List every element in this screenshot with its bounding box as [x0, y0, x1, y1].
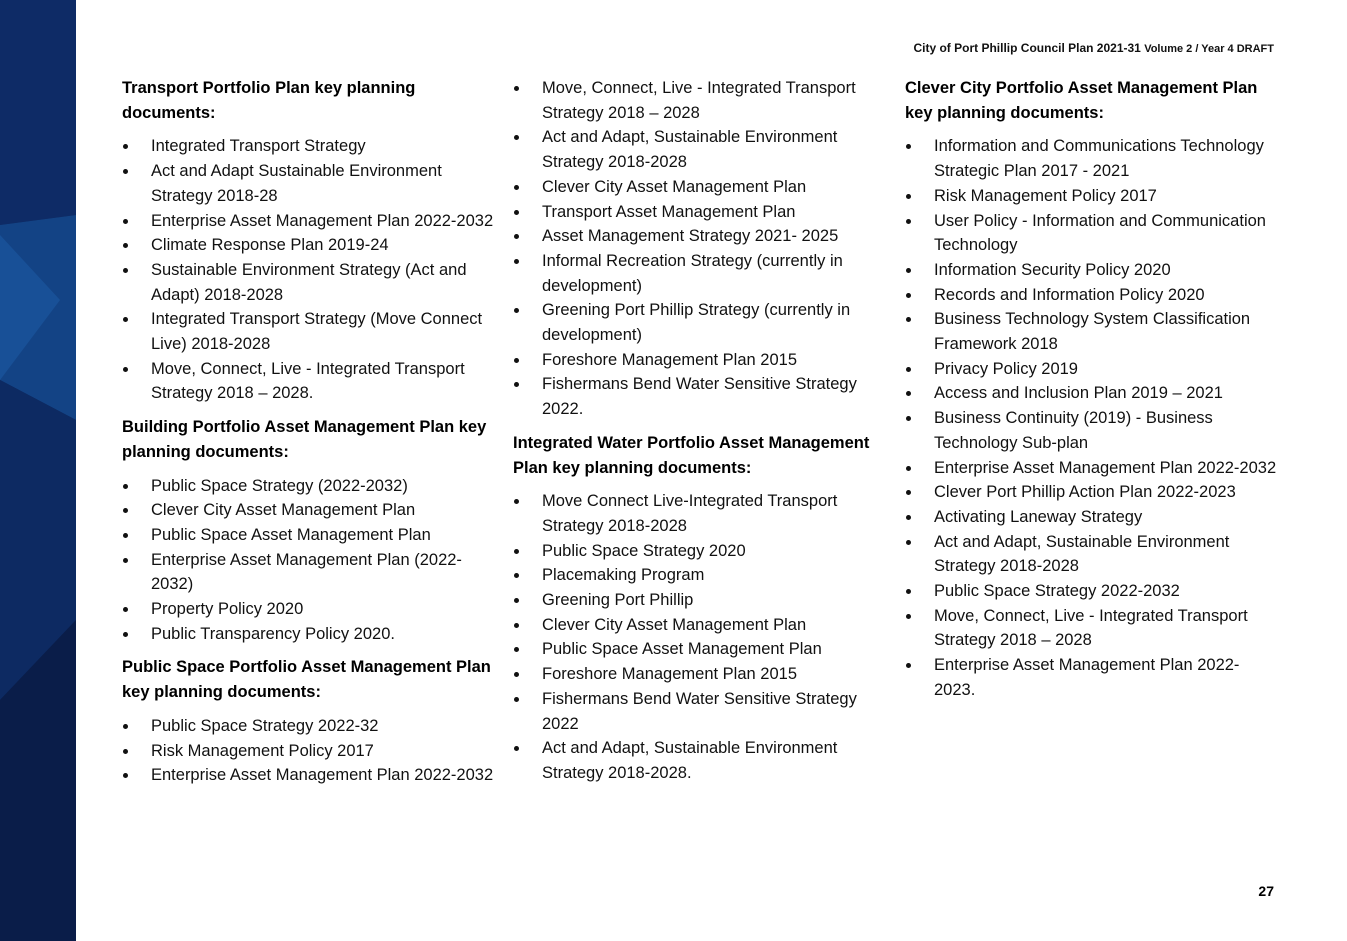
list-item: Act and Adapt, Sustainable Environment Strategy 2018-2028 — [513, 125, 885, 174]
list-item: Information Security Policy 2020 — [905, 258, 1277, 283]
list-item: Greening Port Phillip — [513, 588, 885, 613]
list-item: Activating Laneway Strategy — [905, 505, 1277, 530]
list-item: Clever Port Phillip Action Plan 2022-2023 — [905, 480, 1277, 505]
integrated-water-heading: Integrated Water Portfolio Asset Management Plan key planning documents: — [513, 433, 870, 477]
list-item: Enterprise Asset Management Plan (2022-2032) — [122, 548, 494, 597]
list-item: Clever City Asset Management Plan — [513, 175, 885, 200]
building-list — [122, 474, 494, 647]
list-item: Business Continuity (2019) - Business Technology Sub-plan — [905, 406, 1277, 455]
list-item: Foreshore Management Plan 2015 — [513, 348, 885, 373]
list-item: Act and Adapt, Sustainable Environment Strategy 2018-2028. — [513, 736, 885, 785]
list-item: Public Space Asset Management Plan — [513, 637, 885, 662]
list-item: User Policy - Information and Communication Technology — [905, 209, 1277, 258]
list-item: Climate Response Plan 2019-24 — [122, 233, 494, 258]
transport-list — [122, 134, 494, 406]
transport-heading: Transport Portfolio Plan key planning documents: — [122, 79, 416, 122]
list-item: Integrated Transport Strategy (Move Connect Live) 2018-2028 — [122, 307, 494, 356]
list-item: Greening Port Phillip Strategy (currently in development) — [513, 298, 885, 347]
list-item: Enterprise Asset Management Plan 2022-2023. — [905, 653, 1277, 702]
column-middle — [513, 76, 885, 795]
list-item: Asset Management Strategy 2021- 2025 — [513, 224, 885, 249]
list-item: Sustainable Environment Strategy (Act and Adapt) 2018-2028 — [122, 258, 494, 307]
list-item: Risk Management Policy 2017 — [122, 739, 494, 764]
list-item: Access and Inclusion Plan 2019 – 2021 — [905, 381, 1277, 406]
list-item: Clever City Asset Management Plan — [122, 498, 494, 523]
list-item: Move Connect Live-Integrated Transport Strategy 2018-2028 — [513, 489, 885, 538]
list-item: Move, Connect, Live - Integrated Transport Strategy 2018 – 2028. — [122, 357, 494, 406]
list-item: Records and Information Policy 2020 — [905, 283, 1277, 308]
list-item: Public Space Strategy (2022-2032) — [122, 474, 494, 499]
list-item: Move, Connect, Live - Integrated Transport Strategy 2018 – 2028 — [905, 604, 1277, 653]
list-item: Enterprise Asset Management Plan 2022-2032 — [905, 456, 1277, 481]
header-subtitle: Volume 2 / Year 4 DRAFT — [1144, 43, 1274, 55]
header-title: City of Port Phillip Council Plan 2021-31 — [913, 41, 1141, 55]
document-header — [913, 41, 1274, 55]
list-item: Public Space Asset Management Plan — [122, 523, 494, 548]
list-item: Information and Communications Technology Strategic Plan 2017 - 2021 — [905, 134, 1277, 183]
clever-city-heading: Clever City Portfolio Asset Management Plan key planning documents: — [905, 79, 1258, 122]
list-item: Public Transparency Policy 2020. — [122, 622, 494, 647]
side-band-pattern — [0, 0, 76, 941]
list-item: Clever City Asset Management Plan — [513, 613, 885, 638]
list-item: Act and Adapt, Sustainable Environment Strategy 2018-2028 — [905, 530, 1277, 579]
list-item: Enterprise Asset Management Plan 2022-2032 — [122, 209, 494, 234]
list-item: Fishermans Bend Water Sensitive Strategy 2022. — [513, 372, 885, 421]
building-heading: Building Portfolio Asset Management Plan key planning documents: — [122, 418, 487, 461]
public-space-list — [122, 714, 494, 788]
list-item: Business Technology System Classification Framework 2018 — [905, 307, 1277, 356]
column-right — [905, 76, 1277, 712]
clever-city-list — [905, 134, 1277, 702]
column-left — [122, 76, 494, 797]
decorative-side-band — [0, 0, 76, 941]
list-item: Public Space Strategy 2022-32 — [122, 714, 494, 739]
list-item: Risk Management Policy 2017 — [905, 184, 1277, 209]
list-item: Informal Recreation Strategy (currently in development) — [513, 249, 885, 298]
list-item: Foreshore Management Plan 2015 — [513, 662, 885, 687]
list-item: Property Policy 2020 — [122, 597, 494, 622]
integrated-water-list — [513, 489, 885, 785]
list-item: Move, Connect, Live - Integrated Transport Strategy 2018 – 2028 — [513, 76, 885, 125]
list-item: Fishermans Bend Water Sensitive Strategy 2022 — [513, 687, 885, 736]
list-item: Public Space Strategy 2022-2032 — [905, 579, 1277, 604]
page-number: 27 — [1258, 883, 1274, 899]
list-item: Integrated Transport Strategy — [122, 134, 494, 159]
public-space-list-continued — [513, 76, 885, 422]
list-item: Placemaking Program — [513, 563, 885, 588]
public-space-heading: Public Space Portfolio Asset Management Plan key planning documents: — [122, 658, 491, 702]
list-item: Enterprise Asset Management Plan 2022-2032 — [122, 763, 494, 788]
list-item: Transport Asset Management Plan — [513, 200, 885, 225]
list-item: Privacy Policy 2019 — [905, 357, 1277, 382]
list-item: Act and Adapt Sustainable Environment Strategy 2018-28 — [122, 159, 494, 208]
list-item: Public Space Strategy 2020 — [513, 539, 885, 564]
